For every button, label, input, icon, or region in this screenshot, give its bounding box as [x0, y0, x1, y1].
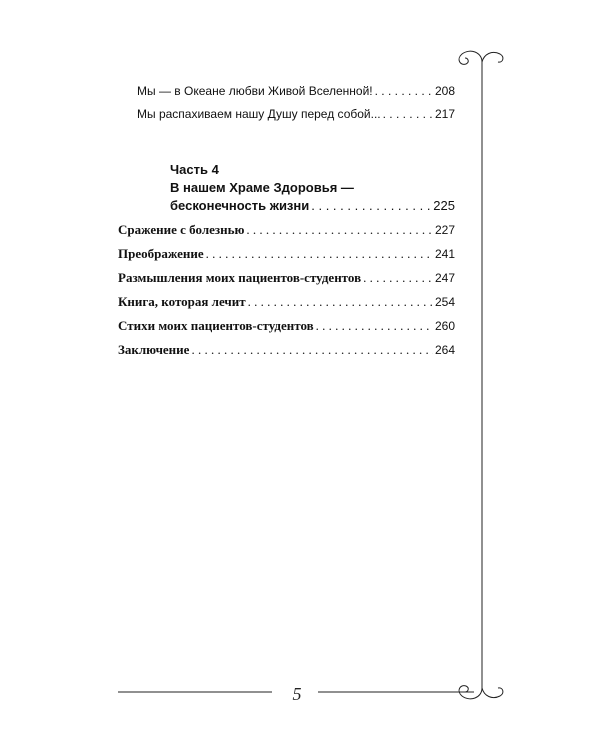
part-title-line2: бесконечность жизни — [170, 198, 310, 213]
toc-leader-dots — [383, 107, 433, 121]
toc-chapter-page: 247 — [434, 271, 455, 285]
toc-chapter-title: Стихи моих пациентов-студентов — [118, 318, 314, 333]
toc-chapter-title: Размышления моих пациентов-студентов — [118, 270, 362, 285]
toc-subitem-page: 217 — [434, 107, 455, 121]
toc-chapter-page: 227 — [434, 223, 455, 237]
toc-subitem-title: Мы — в Океане любви Живой Вселенной! — [137, 84, 373, 98]
toc-chapter — [118, 318, 455, 334]
toc-leader-dots — [316, 318, 433, 334]
part-label: Часть 4 — [170, 162, 219, 177]
toc-subitem — [137, 84, 455, 98]
toc-chapter — [118, 294, 455, 310]
toc-subitem-page: 208 — [434, 84, 455, 98]
toc-leader-dots — [375, 84, 433, 98]
toc-chapter-title: Книга, которая лечит — [118, 294, 246, 309]
toc-subitem — [137, 107, 455, 121]
toc-chapter — [118, 270, 455, 286]
toc-chapter-title: Заключение — [118, 342, 190, 357]
toc-chapter-title: Преображение — [118, 246, 204, 261]
toc-leader-dots — [191, 342, 433, 358]
toc-leader-dots — [248, 294, 433, 310]
toc-chapter-page: 241 — [434, 247, 455, 261]
toc-chapter — [118, 222, 455, 238]
toc-chapter — [118, 246, 455, 262]
part-title-row — [170, 198, 455, 213]
toc-subitem-title: Мы распахиваем нашу Душу перед собой... — [137, 107, 381, 121]
toc-chapter — [118, 342, 455, 358]
page-number: 5 — [292, 684, 302, 704]
part-title-line1: В нашем Храме Здоровья — — [170, 180, 354, 195]
toc-leader-dots — [206, 246, 433, 262]
toc-leader-dots — [311, 198, 431, 213]
toc-leader-dots — [246, 222, 433, 238]
toc-chapter-title: Сражение с болезнью — [118, 222, 245, 237]
part-page: 225 — [433, 198, 455, 213]
toc-chapter-page: 260 — [434, 319, 455, 333]
toc-chapter-page: 254 — [434, 295, 455, 309]
toc-leader-dots — [363, 270, 433, 286]
toc-chapter-page: 264 — [434, 343, 455, 357]
